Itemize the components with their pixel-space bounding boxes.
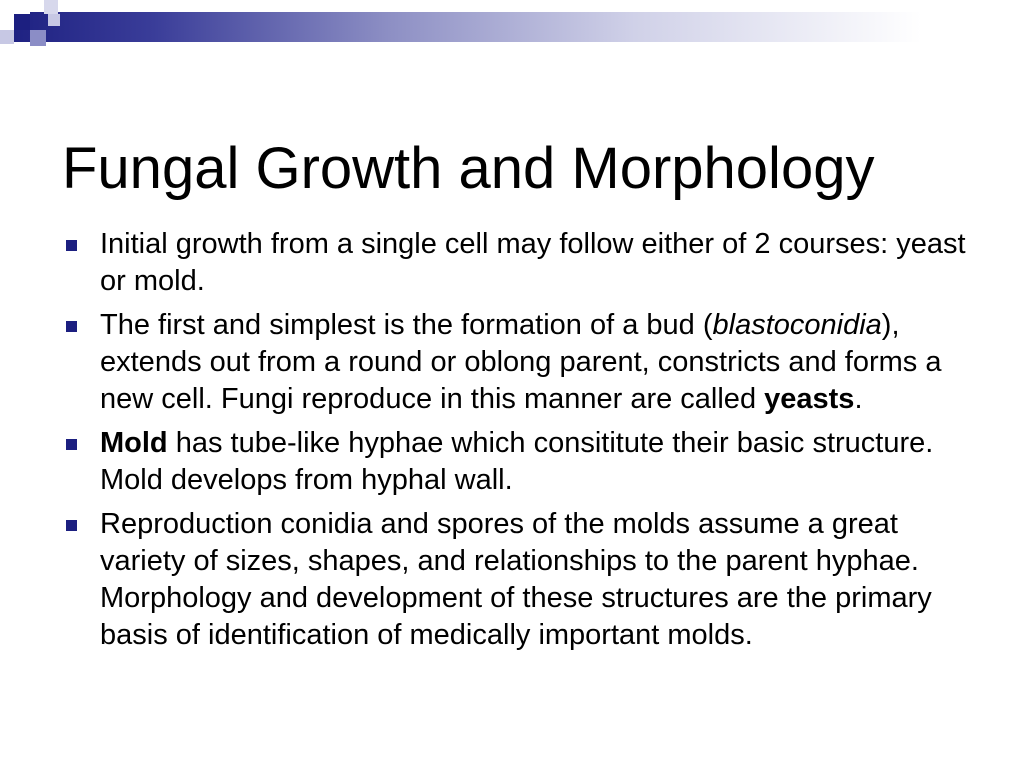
decor-square	[0, 30, 14, 44]
bullet-list	[62, 226, 972, 661]
bullet-bold-term: Mold	[100, 427, 168, 459]
slide-title: Fungal Growth and Morphology	[62, 135, 875, 201]
decor-square	[44, 0, 58, 14]
bullet-text: .	[854, 383, 863, 415]
decor-square	[30, 30, 46, 46]
square-bullet-icon	[66, 439, 77, 450]
bullet-text: Initial growth from a single cell may follow either of 2 courses: yeast or mold.	[100, 228, 966, 297]
square-bullet-icon	[66, 520, 77, 531]
header-gradient-band	[0, 12, 1024, 42]
bullet-bold-term: yeasts	[764, 383, 855, 415]
bullet-text: Reproduction conidia and spores of the molds assume a great variety of sizes, shapes, and relationships to the parent hyphae. Morphology and development of these structures are the primary basis of identification of medically important molds.	[100, 508, 932, 651]
bullet-text: ), extends out from a round or oblong parent, constricts and forms a new cell. Fungi reproduce in this manner are called	[100, 309, 942, 415]
bullet-italic-term: blastoconidia	[712, 309, 882, 341]
decor-square	[48, 14, 60, 26]
bullet-item	[62, 307, 972, 418]
bullet-text: has tube-like hyphae which consititute their basic structure. Mold develops from hyphal wall.	[100, 427, 934, 496]
square-bullet-icon	[66, 321, 77, 332]
bullet-item	[62, 506, 972, 654]
decor-square	[30, 0, 42, 12]
square-bullet-icon	[66, 240, 77, 251]
bullet-text: The first and simplest is the formation of a bud (	[100, 309, 713, 341]
bullet-item	[62, 425, 972, 499]
bullet-item	[62, 226, 972, 300]
decor-square	[14, 14, 30, 30]
